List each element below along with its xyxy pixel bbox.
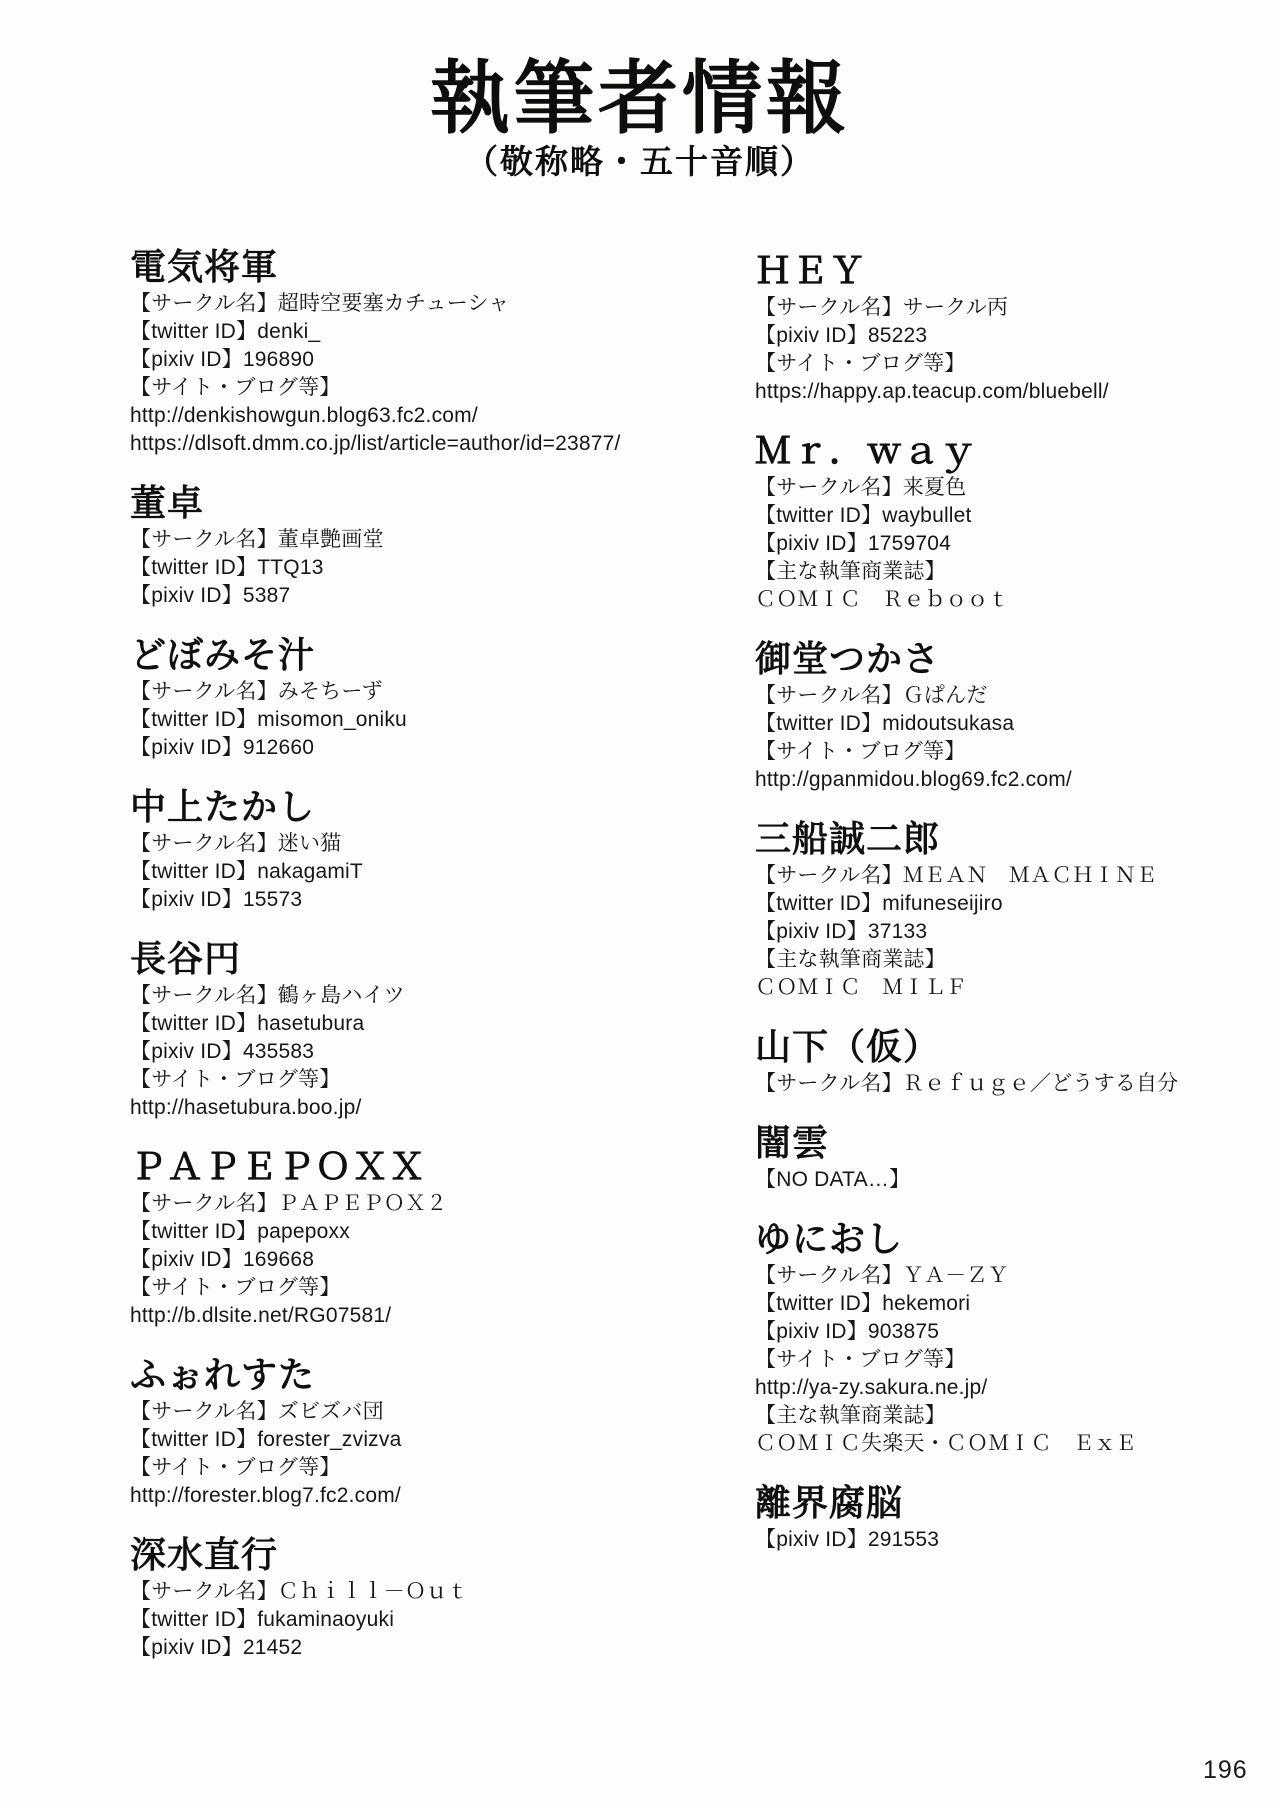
author-detail-line: 【サークル名】来夏色 [755, 476, 967, 499]
author-name: 董卓 [130, 482, 205, 523]
author-detail-line: 【NO DATA…】 [755, 1168, 911, 1191]
author-detail-line: 【サークル名】みそちーず [130, 680, 383, 703]
author-detail-line: 【サークル名】ＰＡＰＥＰＯＸ２ [130, 1192, 448, 1215]
author-entry [755, 250, 1245, 406]
author-detail-line: 【サークル名】鶴ヶ島ハイツ [130, 984, 405, 1007]
author-detail-line: 【twitter ID】fukaminaoyuki [130, 1608, 395, 1631]
author-name: Ｍｒ．ｗａｙ [755, 430, 978, 471]
author-detail-line: 【pixiv ID】435583 [130, 1040, 315, 1063]
author-entry [755, 638, 1245, 794]
author-detail-line: 【サークル名】ＭＥＡＮ ＭＡＣＨＩＮＥ [755, 864, 1158, 887]
author-detail-line: 【pixiv ID】1759704 [755, 532, 951, 555]
author-url: http://b.dlsite.net/RG07581/ [130, 1304, 392, 1327]
author-entry [130, 786, 705, 914]
author-detail-line: 【pixiv ID】169668 [130, 1248, 315, 1271]
left-column [130, 246, 705, 1686]
author-entry [755, 818, 1245, 1002]
author-detail-line: ＣＯＭＩＣ失楽天・ＣＯＭＩＣ ＥｘＥ [755, 1432, 1137, 1455]
author-detail-line: 【twitter ID】midoutsukasa [755, 712, 1015, 735]
author-detail-line: 【サークル名】サークル丙 [755, 296, 1009, 319]
author-name: 離界腐脳 [755, 1482, 904, 1523]
author-detail-line: 【主な執筆商業誌】 [755, 560, 946, 583]
author-detail-line: 【サイト・ブログ等】 [130, 1456, 341, 1479]
author-detail-line: 【サークル名】ＹＡ－ＺＹ [755, 1264, 1009, 1287]
author-name: ＨＥＹ [755, 250, 867, 291]
author-entry [755, 1122, 1245, 1194]
author-detail-line: 【主な執筆商業誌】 [755, 948, 946, 971]
author-url: http://forester.blog7.fc2.com/ [130, 1484, 401, 1507]
author-entry [755, 1482, 1245, 1554]
author-detail-line: 【サイト・ブログ等】 [755, 352, 966, 375]
page-subtitle: （敬称略・五十音順） [465, 145, 815, 181]
author-entry [130, 1534, 705, 1662]
author-name: 長谷円 [130, 938, 242, 979]
author-detail-line: 【サークル名】Ｇぱんだ [755, 684, 988, 707]
author-entry [130, 1354, 705, 1510]
author-entry [130, 938, 705, 1122]
author-url: http://gpanmidou.blog69.fc2.com/ [755, 768, 1072, 791]
author-detail-line: 【twitter ID】hekemori [755, 1292, 971, 1315]
author-detail-line: 【pixiv ID】37133 [755, 920, 928, 943]
author-url: http://ya-zy.sakura.ne.jp/ [755, 1376, 988, 1399]
author-name: ゆにおし [755, 1218, 904, 1259]
author-detail-line: 【twitter ID】nakagamiT [130, 860, 363, 883]
author-detail-line: ＣＯＭＩＣ Ｒｅｂｏｏｔ [755, 588, 1010, 611]
author-detail-line: 【twitter ID】papepoxx [130, 1220, 350, 1243]
author-detail-line: 【サイト・ブログ等】 [755, 740, 966, 763]
author-detail-line: 【twitter ID】TTQ13 [130, 556, 324, 579]
author-detail-line: 【twitter ID】forester_zvizva [130, 1428, 402, 1451]
author-detail-line: 【twitter ID】denki_ [130, 320, 321, 343]
author-name: 闇雲 [755, 1122, 830, 1163]
author-detail-line: 【twitter ID】misomon_oniku [130, 708, 407, 731]
author-detail-line: 【pixiv ID】15573 [130, 888, 303, 911]
author-detail-line: 【主な執筆商業誌】 [755, 1404, 946, 1427]
author-url: http://hasetubura.boo.jp/ [130, 1096, 362, 1119]
author-url: https://happy.ap.teacup.com/bluebell/ [755, 380, 1109, 403]
author-detail-line: 【pixiv ID】903875 [755, 1320, 940, 1343]
author-detail-line: ＣＯＭＩＣ ＭＩＬＦ [755, 976, 967, 999]
author-url: https://dlsoft.dmm.co.jp/list/article=author/id=23877/ [130, 432, 621, 455]
author-detail-line: 【サークル名】迷い猫 [130, 832, 342, 855]
author-detail-line: 【pixiv ID】196890 [130, 348, 315, 371]
author-entry [130, 246, 705, 458]
page-number: 196 [1203, 1756, 1248, 1784]
author-entry [130, 1146, 705, 1330]
author-name: 深水直行 [130, 1534, 279, 1575]
author-detail-line: 【サークル名】ズビズバ団 [130, 1400, 384, 1423]
author-detail-line: 【サークル名】超時空要塞カチューシャ [130, 292, 510, 315]
page-title: 執筆者情報 [430, 56, 850, 144]
author-entry [130, 634, 705, 762]
right-column [755, 250, 1245, 1578]
author-detail-line: 【サークル名】Ｃｈｉｌｌ－Ｏｕｔ [130, 1580, 469, 1603]
author-entry [755, 430, 1245, 614]
author-detail-line: 【サークル名】Ｒｅｆｕｇｅ／どうする自分 [755, 1072, 1179, 1095]
author-entry [755, 1218, 1245, 1458]
author-name: ふぉれすた [130, 1354, 316, 1395]
author-name: どぼみそ汁 [130, 634, 316, 675]
author-detail-line: 【pixiv ID】912660 [130, 736, 315, 759]
author-name: 中上たかし [130, 786, 316, 827]
author-detail-line: 【サイト・ブログ等】 [130, 1276, 341, 1299]
author-name: ＰＡＰＥＰＯＸＸ [130, 1146, 427, 1187]
author-detail-line: 【pixiv ID】85223 [755, 324, 928, 347]
page-header [0, 58, 1280, 182]
author-name: 山下（仮） [755, 1026, 941, 1067]
author-detail-line: 【pixiv ID】21452 [130, 1636, 303, 1659]
author-detail-line: 【サイト・ブログ等】 [130, 376, 341, 399]
author-detail-line: 【pixiv ID】5387 [130, 584, 291, 607]
author-entry [130, 482, 705, 610]
author-name: 御堂つかさ [755, 638, 941, 679]
author-detail-line: 【twitter ID】hasetubura [130, 1012, 365, 1035]
author-detail-line: 【サイト・ブログ等】 [130, 1068, 341, 1091]
author-name: 電気将軍 [130, 246, 279, 287]
author-entry [755, 1026, 1245, 1098]
author-detail-line: 【サイト・ブログ等】 [755, 1348, 966, 1371]
author-name: 三船誠二郎 [755, 818, 941, 859]
author-detail-line: 【twitter ID】mifuneseijiro [755, 892, 1003, 915]
author-detail-line: 【pixiv ID】291553 [755, 1528, 940, 1551]
author-detail-line: 【サークル名】董卓艶画堂 [130, 528, 384, 551]
author-url: http://denkishowgun.blog63.fc2.com/ [130, 404, 478, 427]
author-detail-line: 【twitter ID】waybullet [755, 504, 972, 527]
